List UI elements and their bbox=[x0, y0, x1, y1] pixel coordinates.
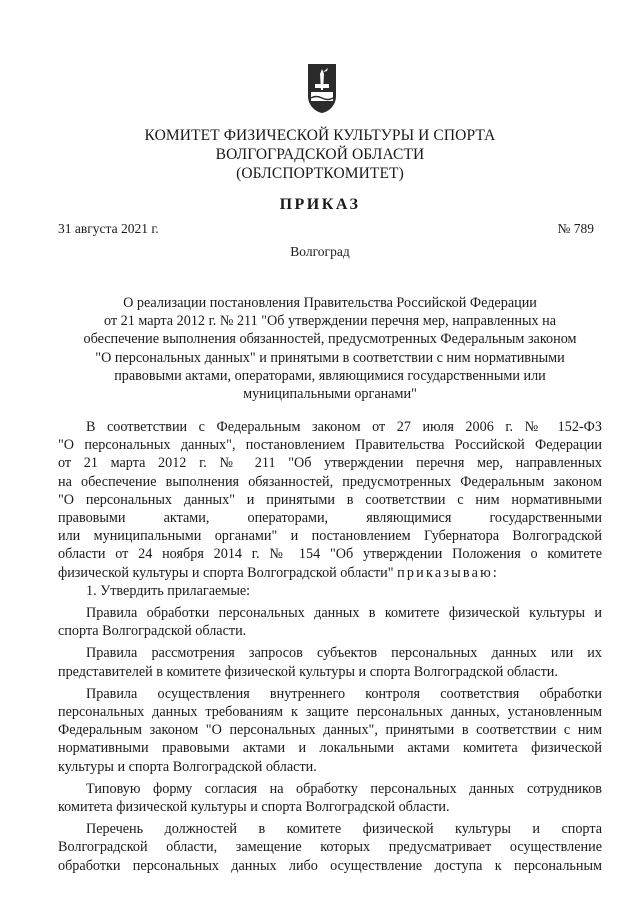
order-word: приказываю: bbox=[397, 564, 500, 581]
document-subject bbox=[70, 294, 590, 403]
body-line: В соответствии с Федеральным законом от 27 июля 2006 г. № 152-ФЗ bbox=[86, 419, 602, 435]
document-type: ПРИКАЗ bbox=[279, 196, 361, 213]
paragraph-positions-list bbox=[58, 820, 602, 875]
org-line: ВОЛГОГРАДСКОЙ ОБЛАСТИ bbox=[215, 146, 425, 163]
preamble-paragraph bbox=[58, 418, 602, 600]
body-line: "О персональных данных", постановлением Правительства Российской Федерации bbox=[58, 437, 602, 454]
body-line: или муниципальными органами" и постановлением Губернатора Волгоградской bbox=[58, 528, 602, 545]
body-line: спорта Волгоградской области. bbox=[58, 623, 247, 640]
organization-name bbox=[0, 126, 640, 183]
body-line: от 21 марта 2012 г. № 211 "Об утверждении перечня мер, направленных bbox=[58, 455, 602, 472]
subject-line: "О персональных данных" и принятыми в соответствии с ним нормативными bbox=[95, 349, 565, 366]
body-line: Перечень должностей в комитете физической культуры и спорта bbox=[86, 821, 602, 838]
body-line: обработки персональных данных либо осуществление доступа к персональным bbox=[58, 857, 602, 874]
body-line: правовыми актами, операторами, являющимися государственными bbox=[58, 510, 602, 527]
body-line: Правила осуществления внутреннего контроля соответствия обработки bbox=[86, 685, 602, 702]
body-line: представителей в комитете физической культуры и спорта Волгоградской области. bbox=[58, 663, 558, 680]
body-line bbox=[58, 564, 602, 582]
subject-line: муниципальными органами" bbox=[243, 386, 417, 403]
subject-line: правовыми актами, операторами, являющимися государственными или bbox=[114, 367, 546, 384]
body-line: Федеральным законом "О персональных данных", принятыми в соответствии с ним bbox=[58, 722, 602, 739]
org-line: КОМИТЕТ ФИЗИЧЕСКОЙ КУЛЬТУРЫ И СПОРТА bbox=[144, 127, 496, 144]
item-1: 1. Утвердить прилагаемые: bbox=[86, 582, 251, 599]
subject-line: О реализации постановления Правительства Российской Федерации bbox=[123, 295, 537, 311]
document-body bbox=[58, 418, 602, 875]
body-line: Правила обработки персональных данных в комитете физической культуры и bbox=[86, 605, 602, 622]
document-number: № 789 bbox=[557, 221, 594, 236]
body-line: Правила рассмотрения запросов субъектов персональных данных или их bbox=[86, 645, 602, 662]
preamble-last-text: физической культуры и спорта Волгоградской области" bbox=[58, 564, 394, 581]
body-line: нормативными правовыми актами и локальными актами комитета физической bbox=[58, 740, 602, 757]
document-city: Волгоград bbox=[290, 244, 350, 259]
body-line: "О персональных данных" и принятыми в соответствии с ним нормативными bbox=[58, 491, 602, 508]
body-line: культуры и спорта Волгоградской области. bbox=[58, 758, 317, 775]
body-line: Волгоградской области, замещение которых предусматривает осуществление bbox=[58, 839, 602, 856]
org-line: (ОБЛСПОРТКОМИТЕТ) bbox=[236, 165, 404, 182]
body-line: на обеспечение выполнения обязанностей, предусмотренных Федеральным законом bbox=[58, 473, 602, 490]
body-line: Типовую форму согласия на обработку персональных данных сотрудников bbox=[86, 780, 602, 797]
body-line: области от 24 ноября 2014 г. № 154 "Об утверждении Положения о комитете bbox=[58, 546, 602, 563]
paragraph-processing-rules bbox=[58, 604, 602, 640]
body-line: персональных данных требованиям к защите персональных данных, установленным bbox=[58, 704, 602, 721]
subject-line: от 21 марта 2012 г. № 211 "Об утверждении перечня мер, направленных на bbox=[103, 313, 557, 330]
subject-line: обеспечение выполнения обязанностей, предусмотренных Федеральным законом bbox=[83, 331, 577, 348]
document-date: 31 августа 2021 г. bbox=[58, 221, 159, 236]
body-line: комитета физической культуры и спорта Волгоградской области. bbox=[58, 799, 450, 816]
paragraph-request-rules bbox=[58, 644, 602, 680]
volgograd-emblem-icon bbox=[306, 62, 338, 114]
paragraph-consent-form bbox=[58, 780, 602, 816]
paragraph-internal-control-rules bbox=[58, 685, 602, 776]
